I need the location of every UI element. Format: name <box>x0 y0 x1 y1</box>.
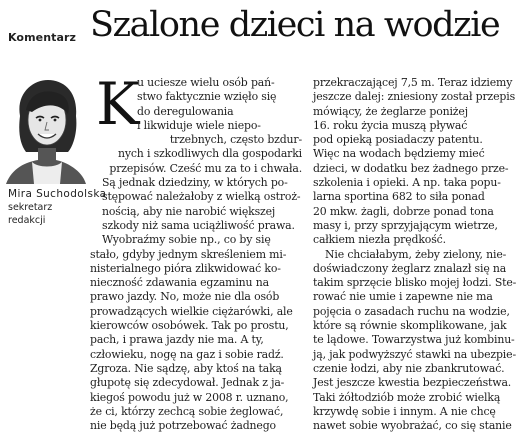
text-line: szkody niż sama uciążliwość prawa. <box>102 218 295 232</box>
section-label: Komentarz <box>8 31 77 44</box>
text-line: doświadczony żeglarz znalazł się na <box>313 261 507 275</box>
text-line: Więc na wodach będziemy mieć <box>313 147 485 161</box>
text-line: kiegoś powodu już w 2008 r. uznano, <box>90 390 289 404</box>
text-line: Są jednak dziedziny, w których po- <box>102 176 288 190</box>
text-line: larna sportina 682 to siła ponad <box>313 190 485 204</box>
article-column-1 <box>90 70 302 433</box>
text-line: czenie łodzi, aby nie zbankrutować. <box>313 361 505 375</box>
drop-cap: K <box>96 70 140 138</box>
text-line: 16. roku życia muszą pływać <box>313 118 468 132</box>
text-line: pojęcia o zasadach ruchu na wodzie, <box>313 304 510 318</box>
author-name: Mira Suchodolska <box>8 188 107 200</box>
text-line: stępować należałoby z wielką ostroż- <box>102 190 301 204</box>
text-line: nością, aby nie narobić większej <box>102 204 276 218</box>
text-line: ją, jak podwyższyć stawki na ubezpie- <box>313 347 516 361</box>
text-line: krzywdę sobie i innym. A nie chcę <box>313 404 496 418</box>
text-line: stwo faktycznie wzięło się <box>137 90 277 104</box>
text-line: przekraczającej 7,5 m. Teraz idziemy <box>313 76 513 89</box>
text-line: takim sprzęcie blisko mojej łodzi. Ste- <box>313 276 517 290</box>
text-line: stało, gdyby jednym skreśleniem mi- <box>90 247 287 261</box>
text-line: u uciesze wielu osób pań- <box>137 76 275 89</box>
text-line: pod opieką posiadaczy patentu. <box>313 133 483 147</box>
headline: Szalone dzieci na wodzie <box>90 5 500 45</box>
text-line: rować nie umie i zapewne nie ma <box>313 290 493 304</box>
text-line: Nie chciałabym, żeby zielony, nie- <box>325 247 507 261</box>
text-line: nisterialnego pióra zlikwidować ko- <box>90 261 281 275</box>
text-line: te lądowe. Towarzystwa już kombinu- <box>313 333 515 347</box>
article-column-2 <box>313 76 525 433</box>
text-line: nawet sobie wyobrażać, co się stanie <box>313 419 512 433</box>
text-line: dzieci, w dodatku bez żadnego prze- <box>313 161 509 175</box>
text-line: trzebnych, często bzdur- <box>169 133 302 147</box>
author-role-line2: redakcji <box>8 215 46 226</box>
text-line: kierowców osobówek. Tak po prostu, <box>90 319 289 333</box>
text-line: prawo jazdy. No, może nie dla osób <box>90 290 280 304</box>
text-line: mówiący, że żeglarze poniżej <box>313 104 468 118</box>
text-line: 20 mkw. żagli, dobrze ponad tona <box>313 204 494 218</box>
text-line: masy i, przy sprzyjającym wietrze, <box>313 218 498 232</box>
text-line: że ci, którzy zechcą sobie żeglować, <box>90 404 284 418</box>
text-line: do deregulowania <box>137 104 234 118</box>
text-line: nieczność zdawania egzaminu na <box>90 276 269 290</box>
text-line: Zgroza. Nie sądzę, aby ktoś na taką <box>90 361 282 375</box>
text-line: Taki żółtodziób może zrobić wielką <box>313 390 501 404</box>
text-line: szkolenia i opieki. A np. taka popu- <box>313 176 501 190</box>
text-line: całkiem niezła prędkość. <box>313 233 446 247</box>
text-line: nie będą już potrzebować żadnego <box>90 419 276 433</box>
text-line: Wyobraźmy sobie np., co by się <box>102 233 271 247</box>
text-line: które są równie skomplikowane, jak <box>313 319 507 333</box>
text-line: pach, i prawa jazdy nie ma. A ty, <box>90 333 264 347</box>
text-line: nych i szkodliwych dla gospodarki <box>117 147 302 161</box>
author-role: sekretarz <box>8 202 53 213</box>
text-line: przepisów. Cześć mu za to i chwała. <box>109 161 302 175</box>
text-line: prowadzących wielkie ciężarówki, ale <box>90 304 293 318</box>
author-portrait <box>2 76 90 184</box>
text-line: człowieku, nogę na gaz i sobie radź. <box>90 347 284 361</box>
text-line: głupotę się zdecydował. Jednak z ja- <box>90 376 285 390</box>
text-line: Jest jeszcze kwestia bezpieczeństwa. <box>313 376 512 390</box>
text-line: i likwiduje wiele niepo- <box>137 118 261 132</box>
text-line: jeszcze dalej: zniesiony został przepis <box>313 90 516 104</box>
